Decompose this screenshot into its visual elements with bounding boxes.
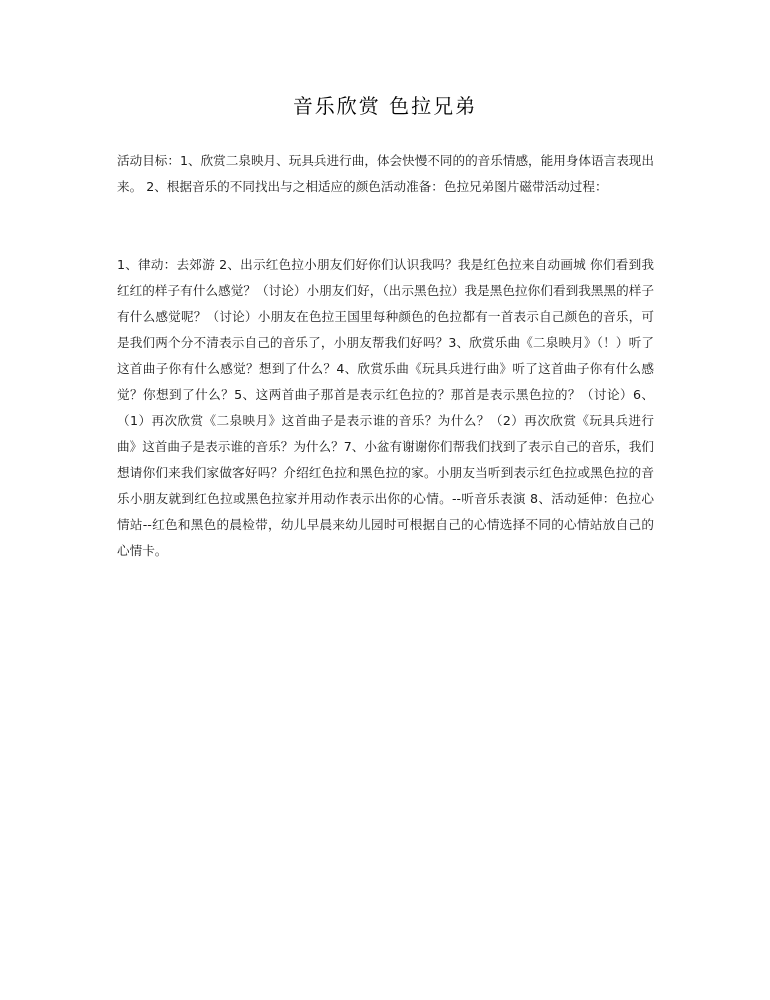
paragraph-process: 1、律动：去郊游 2、出示红色拉小朋友们好你们认识我吗？我是红色拉来自动画城 你们看到我红红的样子有什么感觉？（讨论）小朋友们好，（出示黑色拉）我是黑色拉你们看到我黑黑的样子有什么感觉呢？（讨论）小朋友在色拉王国里每种颜色的色拉都有一首表示自己颜色的音乐，可是我们两个分不清表示自己的音乐了，小朋友帮我们好吗？3、欣赏乐曲《二泉映月》（！）听了这首曲子你有什么感觉？想到了什么？4、欣赏乐曲《玩具兵进行曲》听了这首曲子你有什么感觉？你想到了什么？5、这两首曲子那首是表示红色拉的？那首是表示黑色拉的？（讨论）6、（1）再次欣赏《二泉映月》这首曲子是表示谁的音乐？为什么？（2）再次欣赏《玩具兵进行曲》这首曲子是表示谁的音乐？为什么？7、小盆有谢谢你们帮我们找到了表示自己的音乐，我们想请你们来我们家做客好吗？介绍红色拉和黑色拉的家。小朋友当听到表示红色拉或黑色拉的音乐小朋友就到红色拉或黑色拉家并用动作表示出你的心情。--听音乐表演 8、活动延伸：色拉心情站--红色和黑色的晨检带，幼儿早晨来幼儿园时可根据自己的心情选择不同的心情站放自己的心情卡。	[117, 257, 654, 558]
document-title: 音乐欣赏 色拉兄弟	[292, 94, 478, 118]
paragraph-objectives: 活动目标：1、欣赏二泉映月、玩具兵进行曲，体会快慢不同的的音乐情感，能用身体语言表现出来。 2、根据音乐的不同找出与之相适应的颜色活动准备：色拉兄弟图片磁带活动过程：	[117, 153, 654, 194]
